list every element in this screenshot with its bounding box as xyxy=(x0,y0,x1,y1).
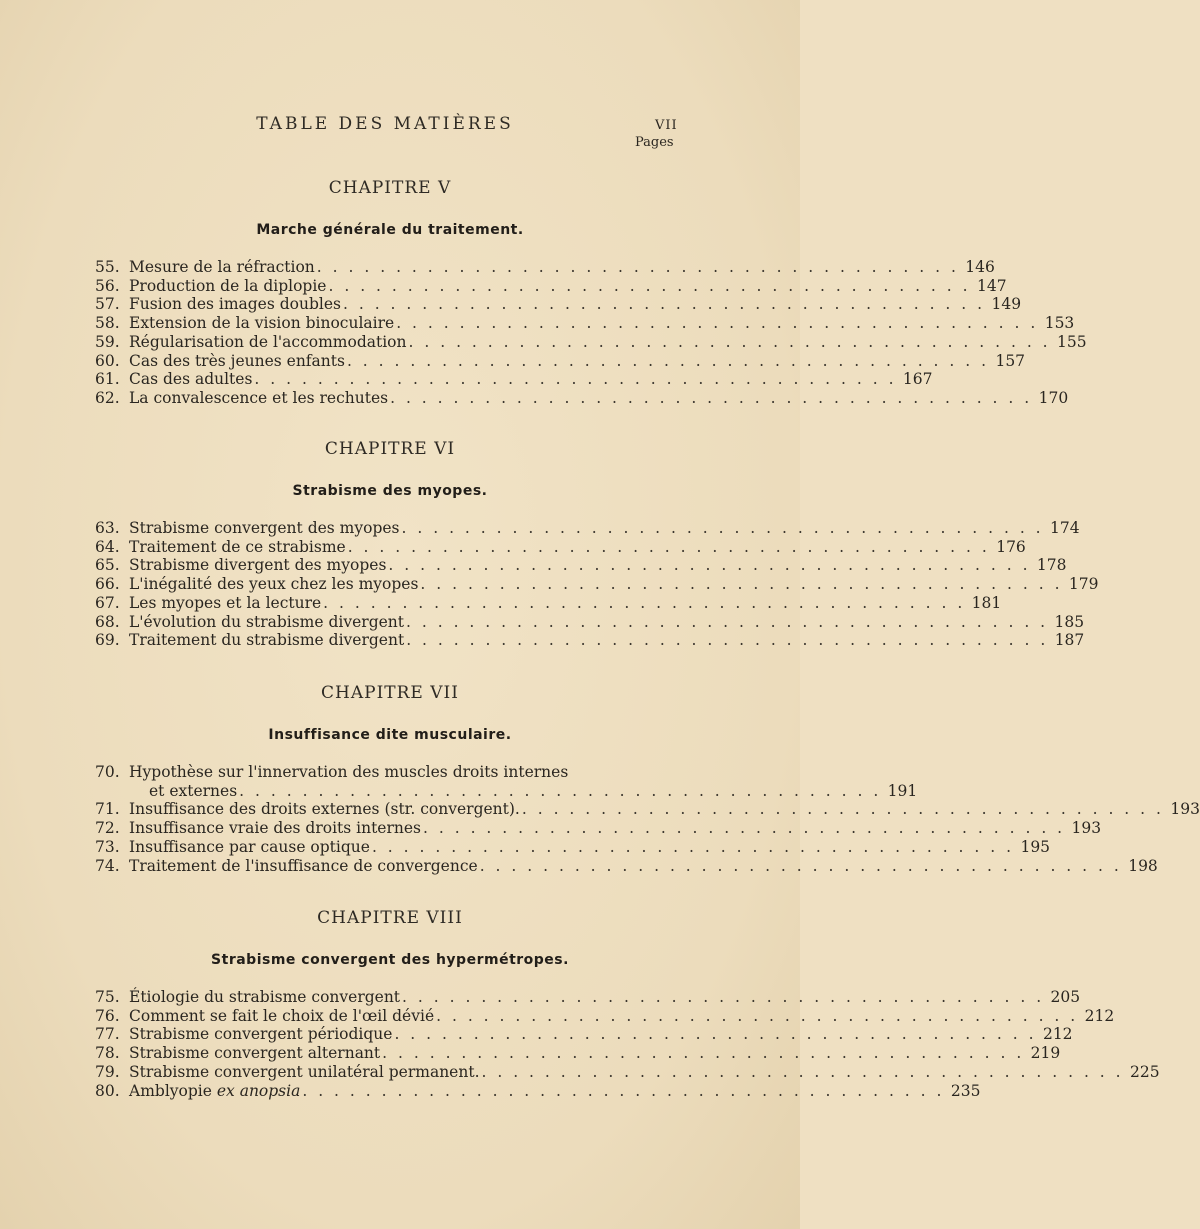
toc-entry[interactable]: 64. Traitement de ce strabisme . . . . . . . . . . . . . . . . . . . . . . . . . . . . . . . . . . . . . . . . . 176 xyxy=(95,537,1026,556)
toc-entry[interactable]: 59. Régularisation de l'accommodation . . . . . . . . . . . . . . . . . . . . . . . . . . . . . . . . . . . . . . . . . 155 xyxy=(95,332,1087,351)
toc-entry[interactable]: 69. Traitement du strabisme divergent . . . . . . . . . . . . . . . . . . . . . . . . . . . . . . . . . . . . . . . . . 187 xyxy=(95,631,1085,650)
toc-entry[interactable]: 74. Traitement de l'insuffisance de convergence . . . . . . . . . . . . . . . . . . . . . . . . . . . . . . . . . . . . . . . . . 198 xyxy=(95,856,1158,875)
page-folio: VII xyxy=(655,118,678,133)
entry-list xyxy=(95,763,1200,875)
chapter-5 xyxy=(95,178,1087,408)
chapter-7 xyxy=(95,683,1200,875)
chapter-subtitle: Strabisme convergent des hypermétropes. xyxy=(211,952,569,968)
pages-column-label: Pages xyxy=(635,135,674,150)
toc-entry[interactable]: 72. Insuffisance vraie des droits internes . . . . . . . . . . . . . . . . . . . . . . . . . . . . . . . . . . . . . . . . . 193 xyxy=(95,819,1102,838)
chapter-8 xyxy=(95,908,1160,1100)
toc-entry[interactable]: 63. Strabisme convergent des myopes . . . . . . . . . . . . . . . . . . . . . . . . . . . . . . . . . . . . . . . . . 174 xyxy=(95,519,1080,537)
chapter-title: CHAPITRE V xyxy=(328,178,452,198)
chapter-subtitle: Strabisme des myopes. xyxy=(292,483,488,499)
toc-entry[interactable]: 55. Mesure de la réfraction . . . . . . . . . . . . . . . . . . . . . . . . . . . . . . . . . . . . . . . . . 146 xyxy=(95,258,995,276)
toc-entry[interactable]: 65. Strabisme divergent des myopes . . . . . . . . . . . . . . . . . . . . . . . . . . . . . . . . . . . . . . . . . 178 xyxy=(95,556,1067,575)
running-header-title: TABLE DES MATIÈRES xyxy=(256,114,514,134)
entry-list xyxy=(95,519,1099,650)
italic-phrase: ex anopsia xyxy=(216,1081,301,1100)
entry-list xyxy=(95,258,1087,408)
toc-entry[interactable]: 70. Hypothèse sur l'innervation des muscles droits internes et externes . . . . . . . . . . . . . . . . . . . . . . . . . . . . . . . . . . . . . . . . . 191 xyxy=(95,763,918,800)
chapter-subtitle: Marche générale du traitement. xyxy=(256,222,524,238)
toc-entry[interactable]: 80. Amblyopie ex anopsia . . . . . . . . . . . . . . . . . . . . . . . . . . . . . . . . . . . . . . . . . 235 xyxy=(95,1081,981,1100)
chapter-title: CHAPITRE VI xyxy=(324,439,456,459)
toc-entry[interactable]: 62. La convalescence et les rechutes . . . . . . . . . . . . . . . . . . . . . . . . . . . . . . . . . . . . . . . . . 170 xyxy=(95,388,1069,407)
toc-entry[interactable]: 58. Extension de la vision binoculaire . . . . . . . . . . . . . . . . . . . . . . . . . . . . . . . . . . . . . . . . . 153 xyxy=(95,314,1075,333)
toc-entry[interactable]: 68. L'évolution du strabisme divergent . . . . . . . . . . . . . . . . . . . . . . . . . . . . . . . . . . . . . . . . . 185 xyxy=(95,612,1085,631)
chapter-title: CHAPITRE VII xyxy=(321,683,459,703)
chapter-title: CHAPITRE VIII xyxy=(317,908,463,928)
toc-entry[interactable]: 78. Strabisme convergent alternant . . . . . . . . . . . . . . . . . . . . . . . . . . . . . . . . . . . . . . . . . 219 xyxy=(95,1044,1061,1063)
toc-entry[interactable]: 76. Comment se fait le choix de l'œil dévié . . . . . . . . . . . . . . . . . . . . . . . . . . . . . . . . . . . . . . . . . 212 xyxy=(95,1006,1115,1025)
entry-list xyxy=(95,988,1160,1100)
toc-entry[interactable]: 79. Strabisme convergent unilatéral permanent. . . . . . . . . . . . . . . . . . . . . . . . . . . . . . . . . . . . . . . . . . 225 xyxy=(95,1062,1160,1081)
toc-entry[interactable]: 67. Les myopes et la lecture . . . . . . . . . . . . . . . . . . . . . . . . . . . . . . . . . . . . . . . . . 181 xyxy=(95,593,1002,612)
toc-entry[interactable]: 71. Insuffisance des droits externes (str. convergent). . . . . . . . . . . . . . . . . . . . . . . . . . . . . . . . . . . . . . . . . . 193 xyxy=(95,800,1200,819)
toc-entry[interactable]: 75. Étiologie du strabisme convergent . . . . . . . . . . . . . . . . . . . . . . . . . . . . . . . . . . . . . . . . . 205 xyxy=(95,988,1081,1006)
toc-entry[interactable]: 57. Fusion des images doubles . . . . . . . . . . . . . . . . . . . . . . . . . . . . . . . . . . . . . . . . . 149 xyxy=(95,295,1022,314)
toc-entry[interactable]: 73. Insuffisance par cause optique . . . . . . . . . . . . . . . . . . . . . . . . . . . . . . . . . . . . . . . . . 195 xyxy=(95,837,1051,856)
chapter-subtitle: Insuffisance dite musculaire. xyxy=(268,727,512,743)
toc-entry[interactable]: 66. L'inégalité des yeux chez les myopes . . . . . . . . . . . . . . . . . . . . . . . . . . . . . . . . . . . . . . . . . 179 xyxy=(95,575,1099,594)
toc-entry[interactable]: 77. Strabisme convergent périodique . . . . . . . . . . . . . . . . . . . . . . . . . . . . . . . . . . . . . . . . . 212 xyxy=(95,1025,1073,1044)
chapter-6 xyxy=(95,439,1099,650)
toc-entry[interactable]: 56. Production de la diplopie . . . . . . . . . . . . . . . . . . . . . . . . . . . . . . . . . . . . . . . . . 147 xyxy=(95,276,1007,295)
toc-entry[interactable]: 60. Cas des très jeunes enfants . . . . . . . . . . . . . . . . . . . . . . . . . . . . . . . . . . . . . . . . . 157 xyxy=(95,351,1026,370)
toc-entry[interactable]: 61. Cas des adultes . . . . . . . . . . . . . . . . . . . . . . . . . . . . . . . . . . . . . . . . . 167 xyxy=(95,370,933,389)
